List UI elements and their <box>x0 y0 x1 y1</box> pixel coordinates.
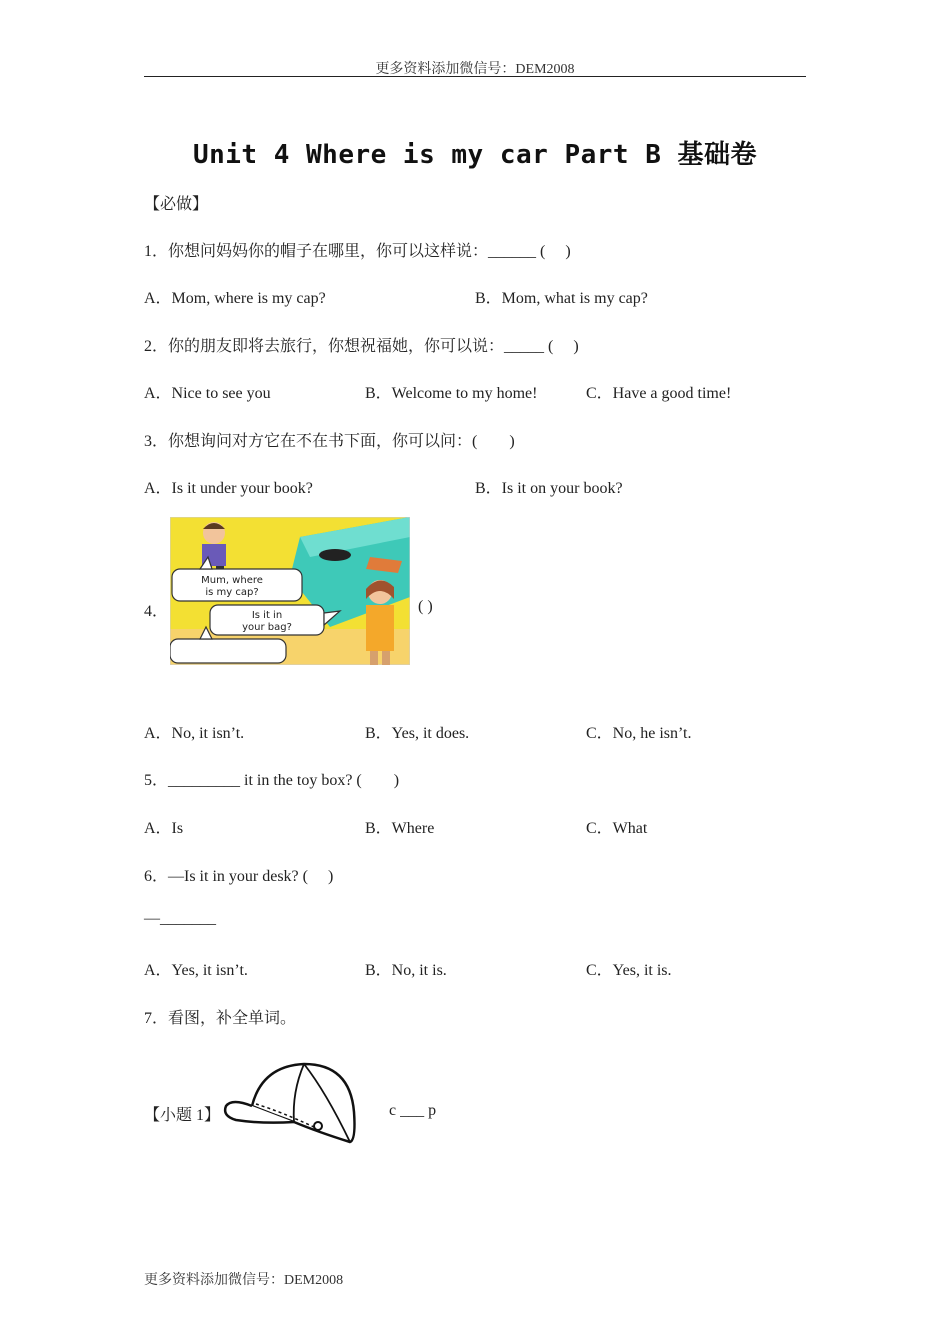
bubble-1-line-2: is my cap? <box>205 587 259 598</box>
question-7-stem: 7．看图，补全单词。 <box>144 1010 297 1027</box>
page-header: 更多资料添加微信号：DEM2008 <box>375 62 575 77</box>
question-2-option-b: B．Welcome to my home! <box>365 385 538 402</box>
question-3-stem: 3．你想询问对方它在不在书下面，你可以问：( ) <box>144 433 515 450</box>
question-6-stem: 6．—Is it in your desk? ( ) <box>144 868 334 885</box>
question-5-stem: 5．_________ it in the toy box? ( ) <box>144 772 400 789</box>
question-5-option-a: A．Is <box>144 820 184 837</box>
question-6-option-b: B．No, it is. <box>365 962 447 979</box>
bubble-2-line-1: Is it in <box>251 610 283 621</box>
question-1-stem: 1．你想问妈妈你的帽子在哪里，你可以这样说：______ ( ) <box>144 243 571 260</box>
section-label: 【必做】 <box>144 196 209 213</box>
bedroom-scene-image <box>170 517 410 665</box>
bubble-1-line-1: Mum, where <box>201 575 263 586</box>
question-6-reply: —_______ <box>144 910 216 927</box>
question-7-word-blank: c ___ p <box>389 1102 437 1119</box>
cap-image <box>222 1062 358 1148</box>
question-2-stem: 2．你的朋友即将去旅行，你想祝福她，你可以说：_____ ( ) <box>144 338 579 355</box>
question-3-option-b: B．Is it on your book? <box>475 480 623 497</box>
question-6-option-a: A．Yes, it isn’t. <box>144 962 248 979</box>
page-title: Unit 4 Where is my car Part B 基础卷 <box>192 140 758 170</box>
question-6-option-c: C．Yes, it is. <box>586 962 672 979</box>
question-5-option-b: B．Where <box>365 820 435 837</box>
question-5-option-c: C．What <box>586 820 648 837</box>
question-2-option-a: A．Nice to see you <box>144 385 271 402</box>
page-footer: 更多资料添加微信号：DEM2008 <box>144 1273 344 1288</box>
header-rule <box>144 76 806 77</box>
question-2-option-c: C．Have a good time! <box>586 385 732 402</box>
question-4-option-b: B．Yes, it does. <box>365 725 470 742</box>
question-4-option-c: C．No, he isn’t. <box>586 725 692 742</box>
bubble-2-line-2: your bag? <box>242 622 292 633</box>
question-7-sub-label: 【小题 1】 <box>144 1107 221 1124</box>
question-1-option-a: A．Mom, where is my cap? <box>144 290 326 307</box>
question-3-option-a: A．Is it under your book? <box>144 480 313 497</box>
question-1-option-b: B．Mom, what is my cap? <box>475 290 648 307</box>
question-4-answer-blank: ( ) <box>418 598 433 615</box>
question-4-option-a: A．No, it isn’t. <box>144 725 245 742</box>
question-4-number: 4． <box>144 603 169 620</box>
